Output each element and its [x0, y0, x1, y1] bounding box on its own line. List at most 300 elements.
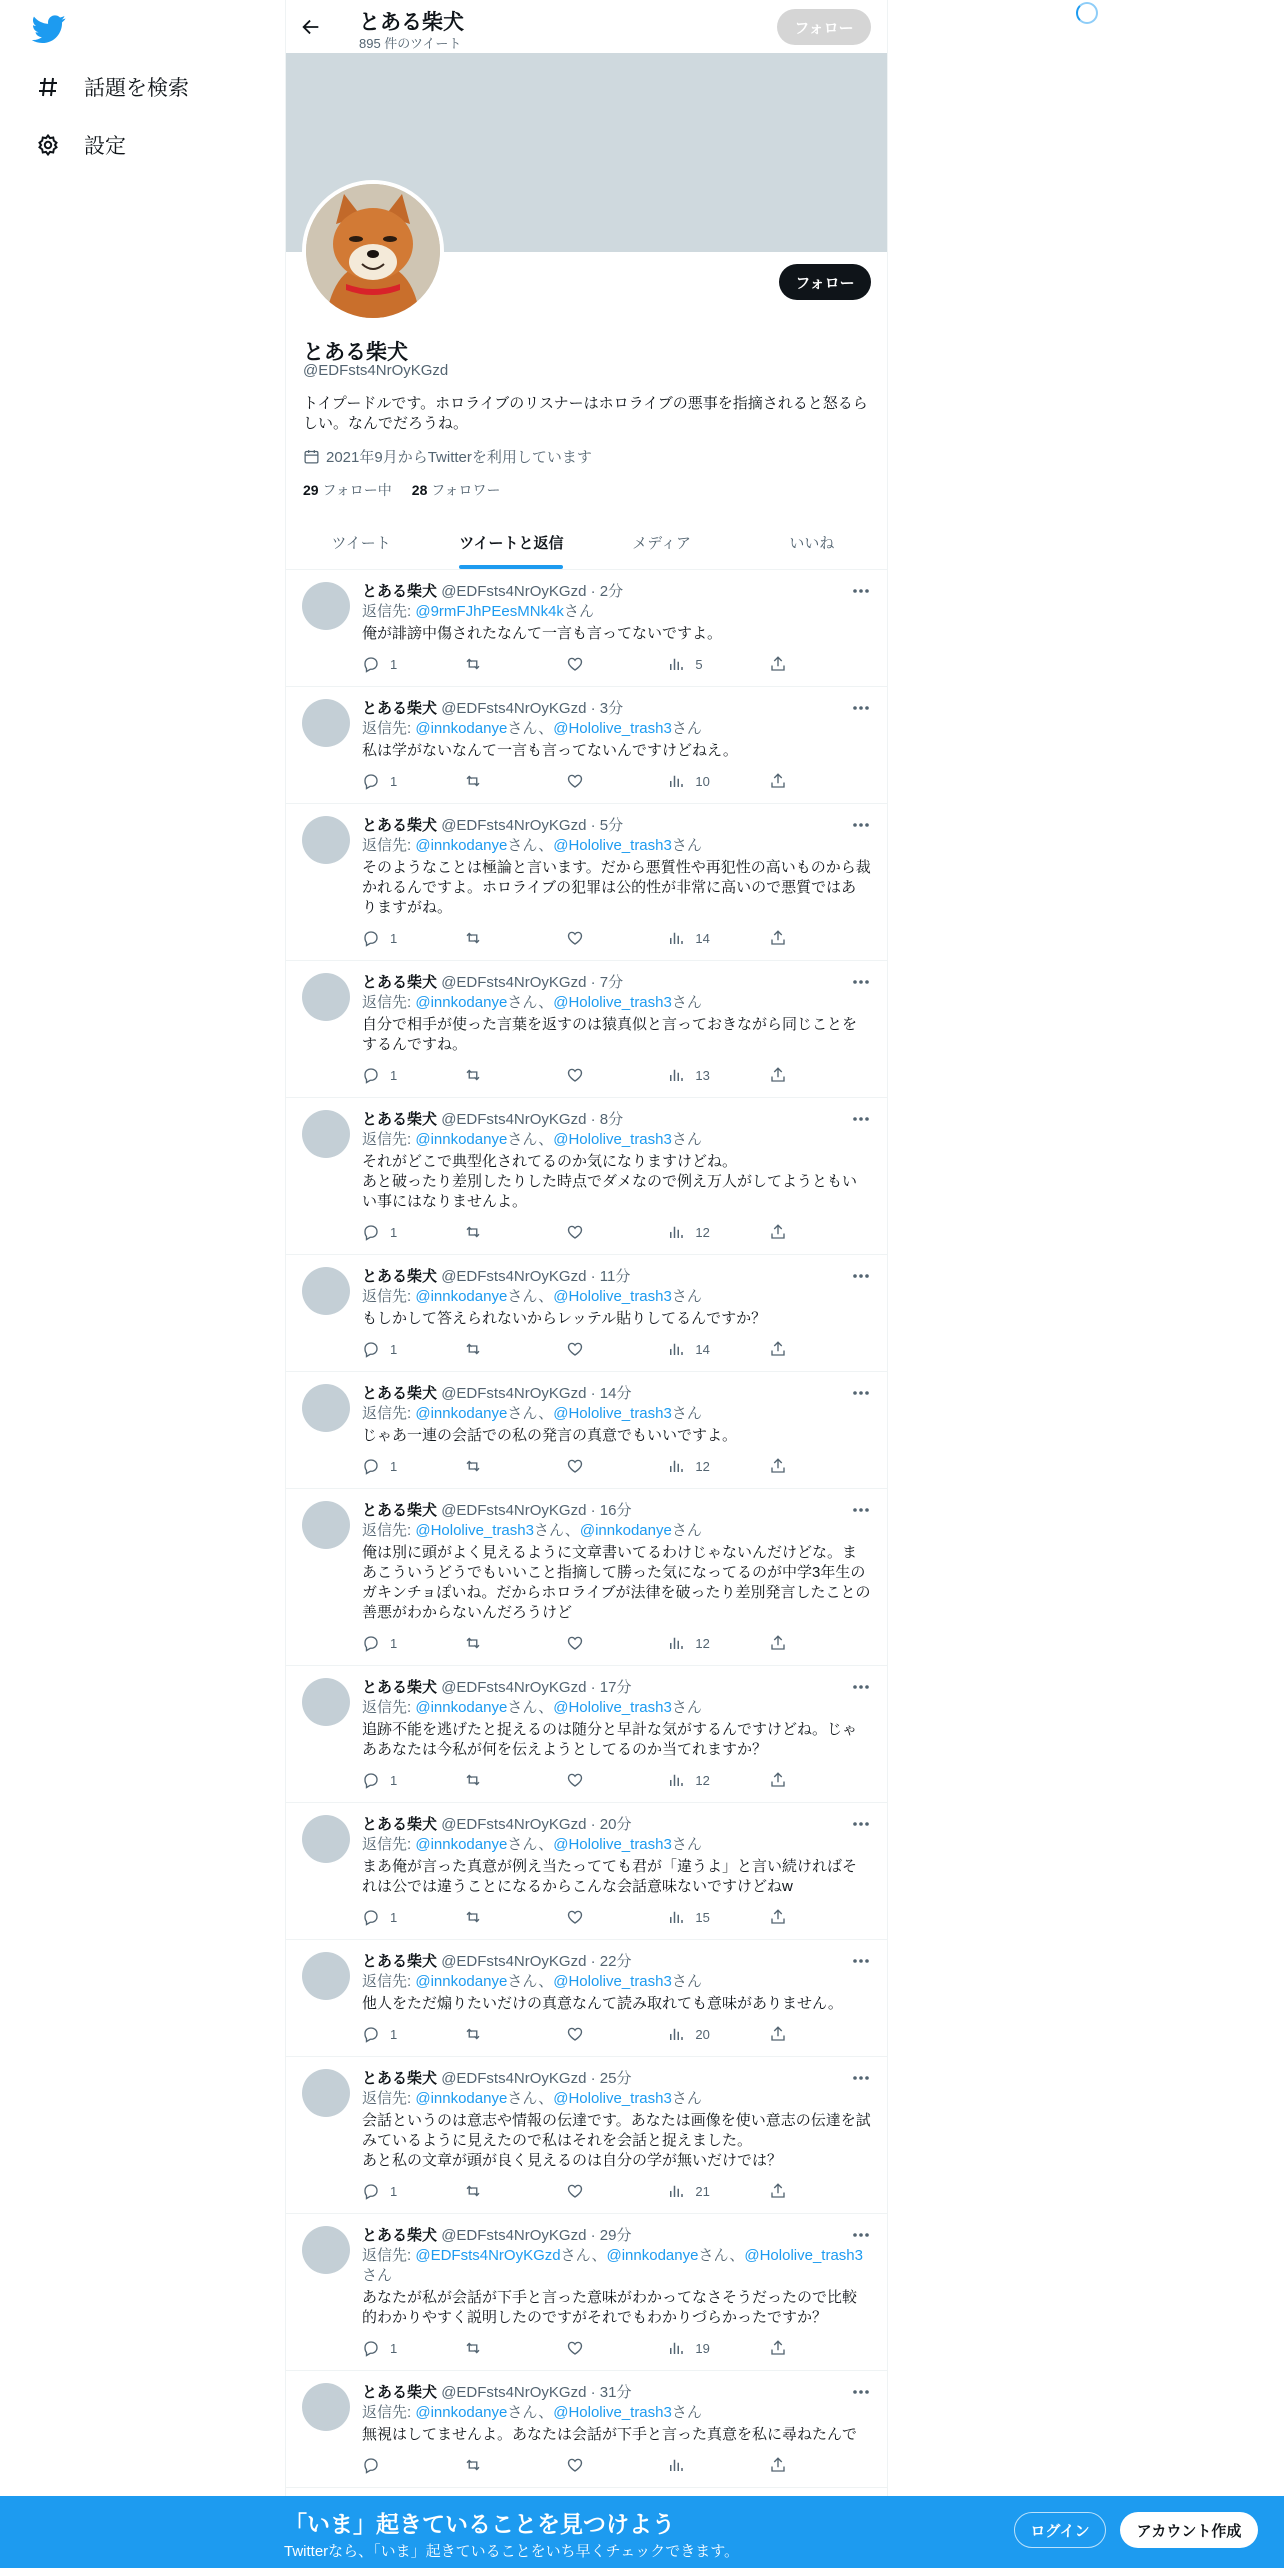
share-button[interactable] — [769, 1771, 871, 1789]
mention-link[interactable]: @innkodanye — [415, 994, 508, 1011]
retweet-icon — [464, 1771, 482, 1789]
twitter-bird-icon[interactable] — [32, 12, 66, 46]
tweet-avatar[interactable] — [302, 2383, 350, 2431]
reply-prefix: 返信先: — [362, 1405, 416, 1422]
mention-link[interactable]: @innkodanye — [415, 1699, 508, 1716]
tweet-text: 会話というのは意志や情報の伝達です。あなたは画像を使い意志の伝達を試みているように見えたので私はそれを会話と捉えました。 あと私の文章が頭が良く見えるのは自分の学が無いだけでは？ — [362, 2112, 871, 2169]
share-button[interactable] — [769, 1457, 871, 1475]
tweet-text: まあ俺が言った真意が例え当たってても君が「違うよ」と言い続ければそれは公では違うことになるからこんな会話意味ないですけどねw — [362, 1858, 858, 1895]
tweet-avatar[interactable] — [302, 1678, 350, 1726]
signup-banner-title: 「いま」起きていることを見つけよう — [284, 2511, 675, 2537]
views-button[interactable] — [667, 1908, 769, 1926]
more-options-icon[interactable] — [851, 1680, 871, 1694]
mention-suffix: さん、 — [507, 2404, 554, 2421]
mention-link[interactable]: @innkodanye — [415, 2090, 508, 2107]
tweet-avatar[interactable] — [302, 1384, 350, 1432]
more-options-icon[interactable] — [851, 1817, 871, 1831]
retweet-button[interactable] — [464, 1457, 566, 1475]
tweet-author-name[interactable]: とある柴犬 — [362, 583, 438, 600]
like-button[interactable] — [566, 1223, 668, 1241]
mention-link[interactable]: @innkodanye — [415, 1405, 508, 1422]
reply-button[interactable] — [362, 655, 464, 673]
tweet-text: 他人をただ煽りたいだけの真意なんて読み取れても意味がありません。 — [362, 1995, 843, 2012]
more-options-icon[interactable] — [851, 584, 871, 598]
tweet-author-name[interactable]: とある柴犬 — [362, 1385, 438, 1402]
tab-tweets-and-replies[interactable]: ツイートと返信 — [436, 516, 586, 569]
like-icon — [566, 772, 584, 790]
reply-button[interactable] — [362, 2182, 464, 2200]
mention-suffix: さん、 — [507, 720, 554, 737]
retweet-icon — [464, 655, 482, 673]
tweet-author-name[interactable]: とある柴犬 — [362, 1111, 438, 1128]
retweet-button[interactable] — [464, 1908, 566, 1926]
reply-count: 1 — [390, 1341, 398, 1357]
reply-context — [362, 719, 871, 739]
reply-context — [362, 1521, 871, 1541]
views-count: 13 — [695, 1067, 710, 1083]
views-button[interactable] — [667, 1223, 769, 1241]
views-icon — [667, 1908, 685, 1926]
tweet-avatar[interactable] — [302, 1952, 350, 2000]
more-options-icon[interactable] — [851, 1112, 871, 1126]
signup-button[interactable]: アカウント作成 — [1120, 2512, 1258, 2548]
views-count: 5 — [695, 656, 703, 672]
like-button[interactable] — [566, 2182, 668, 2200]
reply-prefix: 返信先: — [362, 1522, 416, 1539]
retweet-button[interactable] — [464, 2025, 566, 2043]
share-button[interactable] — [769, 772, 871, 790]
views-button[interactable] — [667, 2339, 769, 2357]
tweet-author-name[interactable]: とある柴犬 — [362, 1816, 438, 1833]
more-options-icon[interactable] — [851, 1954, 871, 1968]
like-button[interactable] — [566, 1457, 668, 1475]
tweet[interactable] — [286, 961, 887, 1098]
share-icon — [769, 1908, 787, 1926]
tweet[interactable] — [286, 1666, 887, 1803]
reply-button[interactable] — [362, 1340, 464, 1358]
retweet-button[interactable] — [464, 1634, 566, 1652]
reply-prefix: 返信先: — [362, 1699, 416, 1716]
like-icon — [566, 1457, 584, 1475]
mention-link[interactable]: @Hololive_trash3 — [553, 1699, 672, 1716]
views-icon — [667, 2182, 685, 2200]
retweet-icon — [464, 1223, 482, 1241]
reply-button[interactable] — [362, 2456, 464, 2474]
reply-count: 1 — [390, 1635, 398, 1651]
mention-suffix: さん、 — [533, 1522, 580, 1539]
like-button[interactable] — [566, 929, 668, 947]
tweet-meta: @EDFsts4NrOyKGzd · 29分 — [441, 2227, 632, 2244]
reply-count: 1 — [390, 1224, 398, 1240]
reply-prefix: 返信先: — [362, 837, 416, 854]
retweet-icon — [464, 2182, 482, 2200]
reply-icon — [362, 772, 380, 790]
tweet-actions — [362, 2338, 871, 2358]
mention-link[interactable]: @innkodanye — [415, 1131, 508, 1148]
mention-link[interactable]: @Hololive_trash3 — [744, 2247, 863, 2264]
retweet-button[interactable] — [464, 655, 566, 673]
mention-link[interactable]: @Hololive_trash3 — [553, 837, 672, 854]
like-button[interactable] — [566, 1066, 668, 1084]
tweet-author-name[interactable]: とある柴犬 — [362, 974, 438, 991]
like-icon — [566, 2339, 584, 2357]
reply-count: 1 — [390, 656, 398, 672]
tweet-header — [362, 699, 871, 719]
reply-button[interactable] — [362, 1771, 464, 1789]
tweet[interactable] — [286, 1098, 887, 1255]
mention-link[interactable]: @Hololive_trash3 — [553, 720, 672, 737]
share-button[interactable] — [769, 1223, 871, 1241]
share-button[interactable] — [769, 2456, 871, 2474]
reply-context — [362, 836, 871, 856]
mention-link[interactable]: @Hololive_trash3 — [553, 1288, 672, 1305]
tweet[interactable] — [286, 2214, 887, 2371]
reply-count: 1 — [390, 773, 398, 789]
tweet-actions — [362, 654, 871, 674]
mention-suffix: さん — [671, 2404, 702, 2421]
tweet-text: そのようなことは極論と言います。だから悪質性や再犯性の高いものから裁かれるんですよ。ホロライブの犯罪は公的性が非常に高いので悪質ではありますがね。 — [362, 859, 871, 916]
share-button[interactable] — [769, 2339, 871, 2357]
tweet-avatar[interactable] — [302, 1501, 350, 1549]
nav-settings[interactable] — [36, 130, 126, 160]
reply-button[interactable] — [362, 1908, 464, 1926]
views-icon — [667, 1634, 685, 1652]
tab-likes[interactable]: いいね — [789, 535, 835, 552]
reply-button[interactable] — [362, 1066, 464, 1084]
mention-link[interactable]: @innkodanye — [415, 1836, 508, 1853]
share-button[interactable] — [769, 655, 871, 673]
more-options-icon[interactable] — [851, 1503, 871, 1517]
tweet-author-name[interactable]: とある柴犬 — [362, 1268, 438, 1285]
mention-link[interactable]: @innkodanye — [415, 720, 508, 737]
views-icon — [667, 1457, 685, 1475]
tweet-header — [362, 2383, 871, 2403]
views-button[interactable] — [667, 655, 769, 673]
views-icon — [667, 2025, 685, 2043]
reply-icon — [362, 1634, 380, 1652]
mention-suffix: さん — [671, 1699, 702, 1716]
views-button[interactable] — [667, 2456, 769, 2474]
mention-link[interactable]: @EDFsts4NrOyKGzd — [415, 2247, 561, 2264]
tweet-header — [362, 1384, 871, 1404]
reply-count: 1 — [390, 930, 398, 946]
mention-link[interactable]: @innkodanye — [579, 1522, 672, 1539]
share-button[interactable] — [769, 2182, 871, 2200]
mention-link[interactable]: @innkodanye — [415, 837, 508, 854]
hashtag-icon — [36, 75, 60, 99]
tweet-avatar[interactable] — [302, 1110, 350, 1158]
retweet-button[interactable] — [464, 1066, 566, 1084]
like-button[interactable] — [566, 1634, 668, 1652]
mention-suffix: さん — [671, 1522, 702, 1539]
retweet-button[interactable] — [464, 1771, 566, 1789]
mention-link[interactable]: @Hololive_trash3 — [553, 2404, 672, 2421]
reply-button[interactable] — [362, 1223, 464, 1241]
views-count: 21 — [695, 2183, 710, 2199]
tweet-actions — [362, 1222, 871, 1242]
reply-count: 1 — [390, 2183, 398, 2199]
tweet-avatar[interactable] — [302, 973, 350, 1021]
like-icon — [566, 1340, 584, 1358]
like-button[interactable] — [566, 1340, 668, 1358]
retweet-icon — [464, 2339, 482, 2357]
retweet-icon — [464, 929, 482, 947]
share-icon — [769, 1634, 787, 1652]
header-follow-button[interactable]: フォロー — [777, 9, 871, 45]
tweet-header — [362, 973, 871, 993]
tweet-meta: @EDFsts4NrOyKGzd · 16分 — [441, 1502, 632, 1519]
tweet-avatar[interactable] — [302, 2226, 350, 2274]
retweet-icon — [464, 1340, 482, 1358]
tweet[interactable] — [286, 1803, 887, 1940]
tweet[interactable] — [286, 804, 887, 961]
tweet-actions — [362, 1633, 871, 1653]
gear-icon — [36, 133, 60, 157]
tweet-text: あなたが私が会話が下手と言った意味がわかってなさそうだったので比較的わかりやすく説明したのですがそれでもわかりづらかったですか？ — [362, 2289, 858, 2326]
views-button[interactable] — [667, 2182, 769, 2200]
retweet-icon — [464, 2025, 482, 2043]
views-button[interactable] — [667, 1771, 769, 1789]
share-icon — [769, 2456, 787, 2474]
tweet-author-name[interactable]: とある柴犬 — [362, 1953, 438, 1970]
tweet-author-name[interactable]: とある柴犬 — [362, 2227, 438, 2244]
mention-link[interactable]: @Hololive_trash3 — [415, 1522, 534, 1539]
retweet-button[interactable] — [464, 2339, 566, 2357]
like-icon — [566, 1223, 584, 1241]
share-icon — [769, 1066, 787, 1084]
tweet-list — [286, 570, 887, 2488]
reply-button[interactable] — [362, 772, 464, 790]
views-button[interactable] — [667, 772, 769, 790]
reply-icon — [362, 2339, 380, 2357]
more-options-icon[interactable] — [851, 1269, 871, 1283]
mention-link[interactable]: @9rmFJhPEesMNk4k — [415, 603, 564, 620]
views-count: 20 — [695, 2026, 710, 2042]
mention-link[interactable]: @innkodanye — [415, 2404, 508, 2421]
reply-prefix: 返信先: — [362, 1131, 416, 1148]
tweet-header — [362, 582, 871, 602]
tweet-header — [362, 1678, 871, 1698]
tweet-header — [362, 1110, 871, 1130]
retweet-icon — [464, 1908, 482, 1926]
mention-link[interactable]: @Hololive_trash3 — [553, 1405, 672, 1422]
mention-suffix: さん — [671, 1288, 702, 1305]
profile-name: とある柴犬 — [303, 341, 408, 364]
tweet[interactable] — [286, 1940, 887, 2057]
profile-stats — [303, 480, 501, 500]
more-options-icon[interactable] — [851, 2071, 871, 2085]
tweet[interactable] — [286, 570, 887, 687]
views-count: 19 — [695, 2340, 710, 2356]
reply-prefix: 返信先: — [362, 2090, 416, 2107]
tweet-avatar[interactable] — [302, 816, 350, 864]
retweet-icon — [464, 1457, 482, 1475]
followers-count: 28 — [411, 482, 428, 498]
tweet[interactable] — [286, 1489, 887, 1666]
followers-label: フォロワー — [431, 482, 501, 498]
mention-link[interactable]: @innkodanye — [606, 2247, 699, 2264]
tweet-text: じゃあ一連の会話での私の発言の真意でもいいですよ。 — [362, 1427, 738, 1444]
mention-link[interactable]: @Hololive_trash3 — [553, 1973, 672, 1990]
reply-prefix: 返信先: — [362, 1288, 416, 1305]
retweet-button[interactable] — [464, 2456, 566, 2474]
reply-context — [362, 1130, 871, 1150]
reply-icon — [362, 929, 380, 947]
tweet-author-name[interactable]: とある柴犬 — [362, 1679, 438, 1696]
reply-icon — [362, 1066, 380, 1084]
tweet-actions — [362, 1907, 871, 1927]
like-icon — [566, 2456, 584, 2474]
views-button[interactable] — [667, 1066, 769, 1084]
views-icon — [667, 2456, 685, 2474]
tweet-actions — [362, 1770, 871, 1790]
mention-suffix: さん、 — [507, 2090, 554, 2107]
like-button[interactable] — [566, 2025, 668, 2043]
tweet[interactable] — [286, 687, 887, 804]
tweet-text: もしかして答えられないからレッテル貼りしてるんですか？ — [362, 1310, 767, 1327]
share-button[interactable] — [769, 929, 871, 947]
more-options-icon[interactable] — [851, 2228, 871, 2242]
share-button[interactable] — [769, 2025, 871, 2043]
reply-prefix: 返信先: — [362, 603, 416, 620]
views-button[interactable] — [667, 1340, 769, 1358]
mention-suffix: さん、 — [698, 2247, 745, 2264]
tweet-author-name[interactable]: とある柴犬 — [362, 817, 438, 834]
followers-link[interactable] — [412, 480, 501, 500]
nav-explore[interactable] — [36, 72, 189, 102]
tweet-text: 俺は別に頭がよく見えるように文章書いてるわけじゃないんだけどな。まあこういうどうでもいいこと指摘して勝った気になってるのが中学3年生のガキンチョぽいね。だからホロライブが法律を破ったり差別発言したことの善悪がわからないんだろうけど — [362, 1544, 871, 1621]
views-icon — [667, 1223, 685, 1241]
reply-button[interactable] — [362, 2339, 464, 2357]
views-button[interactable] — [667, 1634, 769, 1652]
reply-button[interactable] — [362, 1457, 464, 1475]
tweet-text: それがどこで典型化されてるのか気になりますけどね。 あと破ったり差別したりした時点でダメなので例え万人がしてようともいい事にはなりませんよ。 — [362, 1153, 858, 1210]
tweet-meta: @EDFsts4NrOyKGzd · 5分 — [441, 817, 624, 834]
reply-icon — [362, 1771, 380, 1789]
reply-context — [362, 1698, 871, 1718]
share-button[interactable] — [769, 1340, 871, 1358]
signup-banner — [0, 2496, 1284, 2568]
tweet-avatar[interactable] — [302, 2069, 350, 2117]
mention-suffix: さん — [671, 1131, 702, 1148]
mention-suffix: さん — [671, 994, 702, 1011]
like-button[interactable] — [566, 772, 668, 790]
like-button[interactable] — [566, 655, 668, 673]
share-button[interactable] — [769, 1066, 871, 1084]
tweet-author-name[interactable]: とある柴犬 — [362, 2070, 438, 2087]
share-icon — [769, 2339, 787, 2357]
tweet-avatar[interactable] — [302, 699, 350, 747]
views-button[interactable] — [667, 929, 769, 947]
share-icon — [769, 1771, 787, 1789]
share-icon — [769, 772, 787, 790]
tweet[interactable] — [286, 2057, 887, 2214]
tweet-author-name[interactable]: とある柴犬 — [362, 1502, 438, 1519]
tweet-author-name[interactable]: とある柴犬 — [362, 2384, 438, 2401]
profile-handle: @EDFsts4NrOyKGzd — [303, 362, 449, 379]
like-button[interactable] — [566, 2456, 668, 2474]
more-options-icon[interactable] — [851, 701, 871, 715]
mention-link[interactable]: @innkodanye — [415, 1288, 508, 1305]
reply-context — [362, 2403, 871, 2423]
login-button[interactable]: ログイン — [1014, 2512, 1106, 2548]
reply-icon — [362, 1457, 380, 1475]
mention-link[interactable]: @Hololive_trash3 — [553, 1836, 672, 1853]
tweet-avatar[interactable] — [302, 582, 350, 630]
tweet[interactable] — [286, 2371, 887, 2488]
tweet-avatar[interactable] — [302, 1815, 350, 1863]
mention-suffix: さん — [671, 1836, 702, 1853]
reply-button[interactable] — [362, 929, 464, 947]
reply-button[interactable] — [362, 2025, 464, 2043]
reply-context — [362, 1972, 871, 1992]
reply-button[interactable] — [362, 1634, 464, 1652]
tweet-text: 無視はしてませんよ。あなたは会話が下手と言った真意を私に尋ねたんで — [362, 2426, 858, 2443]
share-icon — [769, 1340, 787, 1358]
views-count: 12 — [695, 1458, 710, 1474]
mention-link[interactable]: @Hololive_trash3 — [553, 994, 672, 1011]
tweet-actions — [362, 771, 871, 791]
tweet-meta: @EDFsts4NrOyKGzd · 31分 — [441, 2384, 632, 2401]
more-options-icon[interactable] — [851, 818, 871, 832]
tab-tweets[interactable]: ツイート — [331, 535, 391, 552]
reply-icon — [362, 2025, 380, 2043]
views-button[interactable] — [667, 2025, 769, 2043]
like-button[interactable] — [566, 2339, 668, 2357]
mention-link[interactable]: @Hololive_trash3 — [553, 2090, 672, 2107]
share-icon — [769, 929, 787, 947]
follow-button[interactable]: フォロー — [779, 264, 871, 300]
tweet-actions — [362, 2024, 871, 2044]
reply-count: 1 — [390, 1909, 398, 1925]
tweet-avatar[interactable] — [302, 1267, 350, 1315]
back-arrow-icon[interactable] — [300, 16, 322, 38]
more-options-icon[interactable] — [851, 1386, 871, 1400]
tweet-text: 自分で相手が使った言葉を返すのは猿真似と言っておきながら同じことをするんですね。 — [362, 1016, 858, 1053]
mention-suffix: さん — [362, 2267, 393, 2284]
share-button[interactable] — [769, 1908, 871, 1926]
following-link[interactable] — [303, 480, 392, 500]
tweet[interactable] — [286, 1255, 887, 1372]
retweet-button[interactable] — [464, 929, 566, 947]
more-options-icon[interactable] — [851, 975, 871, 989]
retweet-button[interactable] — [464, 2182, 566, 2200]
tweet-actions — [362, 1065, 871, 1085]
like-button[interactable] — [566, 1771, 668, 1789]
profile-avatar[interactable] — [302, 180, 444, 322]
views-button[interactable] — [667, 1457, 769, 1475]
retweet-button[interactable] — [464, 1340, 566, 1358]
tweet-header — [362, 2069, 871, 2089]
retweet-button[interactable] — [464, 1223, 566, 1241]
reply-prefix: 返信先: — [362, 1836, 416, 1853]
tweet-header — [362, 816, 871, 836]
more-options-icon[interactable] — [851, 2385, 871, 2399]
share-button[interactable] — [769, 1634, 871, 1652]
reply-icon — [362, 1908, 380, 1926]
share-icon — [769, 1223, 787, 1241]
reply-count: 1 — [390, 1067, 398, 1083]
reply-icon — [362, 1223, 380, 1241]
like-button[interactable] — [566, 1908, 668, 1926]
mention-link[interactable]: @innkodanye — [415, 1973, 508, 1990]
tweet[interactable] — [286, 1372, 887, 1489]
tweet-author-name[interactable]: とある柴犬 — [362, 700, 438, 717]
mention-suffix: さん、 — [507, 1405, 554, 1422]
mention-link[interactable]: @Hololive_trash3 — [553, 1131, 672, 1148]
tab-media[interactable]: メディア — [632, 535, 692, 552]
retweet-button[interactable] — [464, 772, 566, 790]
